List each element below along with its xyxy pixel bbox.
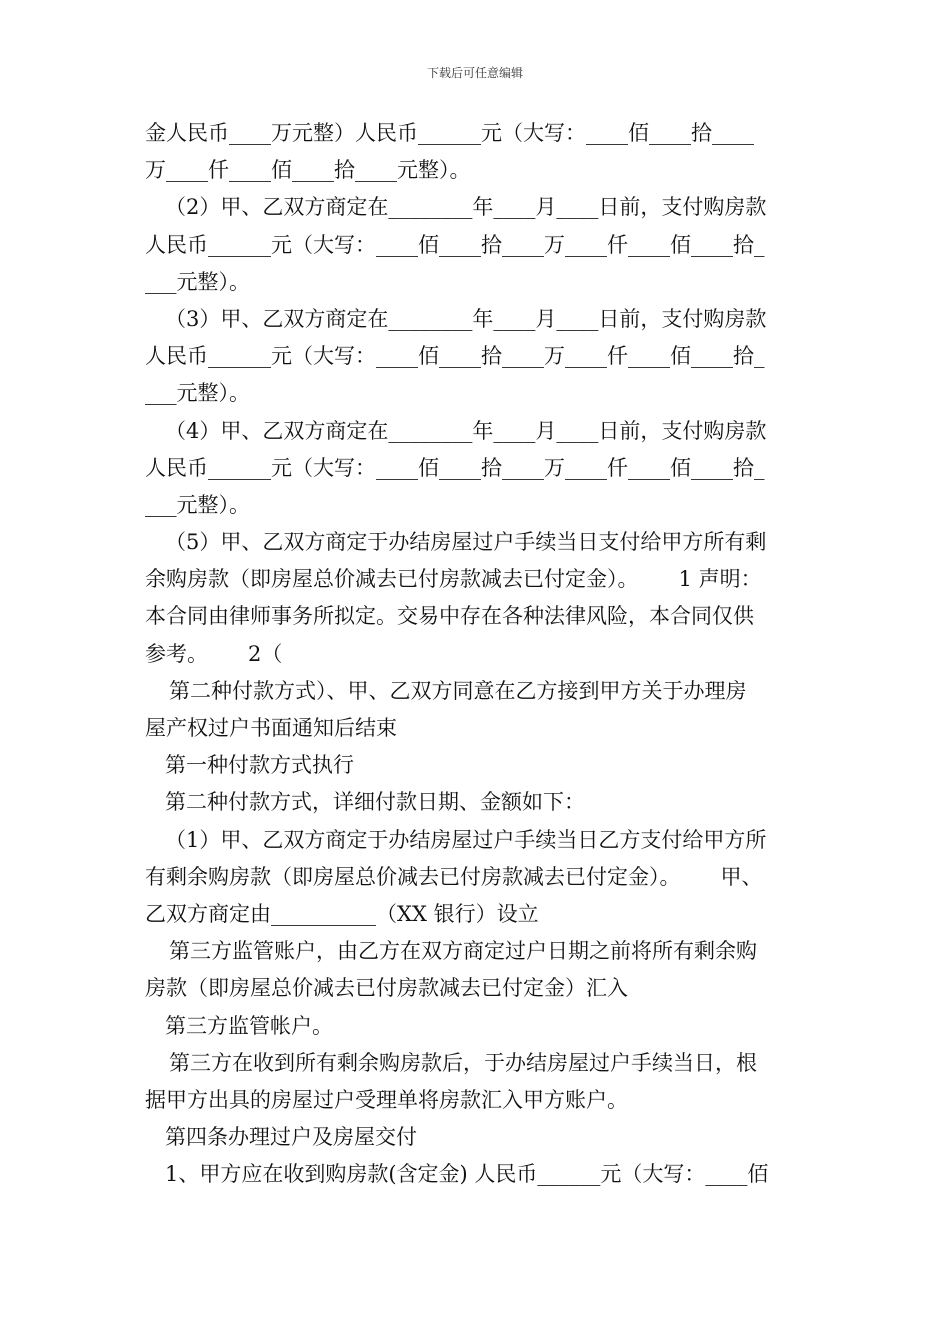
text-line: （1）甲、乙双方商定于办结房屋过户手续当日乙方支付给甲方所 xyxy=(165,827,767,852)
text-line: 有剩余购房款（即房屋总价减去已付房款减去已付定金）。 甲、 xyxy=(145,864,763,889)
text-line: （4）甲、乙双方商定在________年____月____日前，支付购房款 xyxy=(165,418,767,443)
text-line: 万____仟____佰____拾____元整）。 xyxy=(145,158,471,183)
text-line: （3）甲、乙双方商定在________年____月____日前，支付购房款 xyxy=(165,306,767,331)
text-line: 房款（即房屋总价减去已付房款减去已付定金）汇入 xyxy=(145,976,628,1001)
text-line: 本合同由律师事务所拟定。交易中存在各种法律风险，本合同仅供 xyxy=(145,604,754,629)
text-line: 第二种付款方式，详细付款日期、金额如下： xyxy=(165,790,585,815)
text-line: ___元整）。 xyxy=(145,492,250,517)
text-line: 据甲方出具的房屋过户受理单将房款汇入甲方账户。 xyxy=(145,1087,628,1112)
text-line: 第三方监管帐户。 xyxy=(165,1013,333,1038)
page-header: 下载后可任意编辑 xyxy=(426,66,523,80)
text-line: 人民币______元（大写：____佰____拾____万____仟____佰____拾_ xyxy=(145,344,765,369)
text-line: （5）甲、乙双方商定于办结房屋过户手续当日支付给甲方所有剩 xyxy=(165,530,767,555)
text-line: （2）甲、乙双方商定在________年____月____日前，支付购房款 xyxy=(165,195,767,220)
text-line: 第二种付款方式）、甲、乙双方同意在乙方接到甲方关于办理房 xyxy=(169,678,747,703)
text-line: 屋产权过户书面通知后结束 xyxy=(145,716,397,740)
text-line: 余购房款（即房屋总价减去已付房款减去已付定金）。 1 声明： xyxy=(145,567,762,592)
text-line: 第三方监管账户，由乙方在双方商定过户日期之前将所有剩余购 xyxy=(169,939,757,964)
text-line: 参考。 2（ xyxy=(145,641,283,666)
text-line: 第三方在收到所有剩余购房款后，于办结房屋过户手续当日，根 xyxy=(169,1050,757,1075)
text-line: 人民币______元（大写：____佰____拾____万____仟____佰____拾_ xyxy=(145,232,765,257)
text-line: ___元整）。 xyxy=(145,269,250,294)
text-line: 乙双方商定由__________（XX 银行）设立 xyxy=(145,901,539,926)
text-line: 人民币______元（大写：____佰____拾____万____仟____佰____拾_ xyxy=(145,455,765,480)
text-line: 第一种付款方式执行 xyxy=(165,753,354,778)
document-body xyxy=(145,115,810,1193)
text-line: 第四条办理过户及房屋交付 xyxy=(165,1125,417,1150)
text-line: 1、甲方应在收到购房款(含定金) 人民币______元（大写：____佰 xyxy=(165,1162,769,1187)
text-line: 金人民币____万元整）人民币______元（大写：____佰____拾____ xyxy=(145,121,754,145)
text-line: ___元整）。 xyxy=(145,381,250,406)
